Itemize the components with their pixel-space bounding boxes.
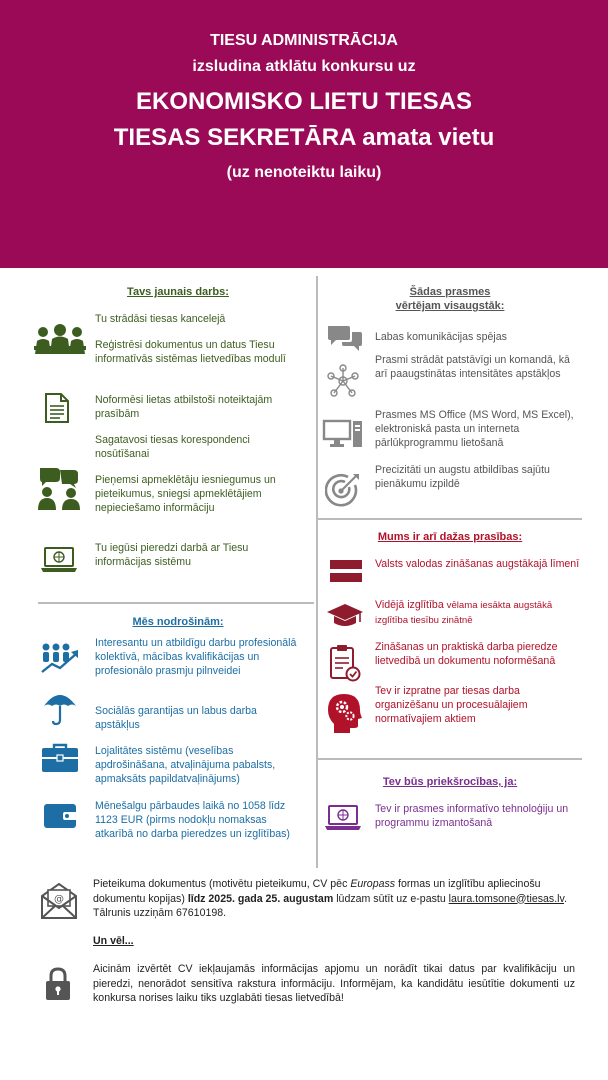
apply-email-link[interactable]: laura.tomsone@tiesas.lv xyxy=(448,892,565,905)
job-item: Noformēsi lietas atbilstoši noteiktajām prasībām xyxy=(95,394,273,420)
laptop-icon xyxy=(40,546,78,574)
more-text: Aicinām izvērtēt CV iekļaujamās informācijas apjomu un norādīt tikai datus par kvalifikāciju un pieredzi, nenorādot sensitīva rakstura informāciju. Informējam, ka kandidātu iesūtītie dokumenti uz konkursa norises laiku tiks uzglabāti tiesas lietvedībā! xyxy=(93,963,575,1004)
lock-icon xyxy=(44,966,72,1002)
skills-title-1: Šādas prasmes xyxy=(409,286,491,298)
graduation-cap-icon xyxy=(326,602,364,628)
growth-team-icon xyxy=(40,640,80,674)
network-icon xyxy=(326,364,360,398)
skill-item: Prasmi strādāt patstāvīgi un komandā, kā arī paaugstinātas intensitātes apstākļos xyxy=(375,354,570,380)
header-banner xyxy=(0,0,608,268)
team-icon xyxy=(34,324,86,356)
requirement-education: Vidējā izglītība xyxy=(375,599,444,611)
header-position: TIESAS SEKRETĀRA amata vietu xyxy=(113,124,495,151)
divider-right-1 xyxy=(318,518,582,520)
laptop-globe-icon xyxy=(324,804,362,832)
requirement-item: Valsts valodas zināšanas augstākajā līmenī xyxy=(375,558,580,570)
chat-people-icon xyxy=(36,466,82,510)
job-item: Tu iegūsi pieredzi darbā ar Tiesu informācijas sistēmu xyxy=(95,542,249,568)
speech-bubbles-icon xyxy=(326,324,364,352)
divider-right-2 xyxy=(318,758,582,760)
job-item: Sagatavosi tiesas korespondenci nosūtīšanai xyxy=(95,434,250,460)
svg-text:@: @ xyxy=(54,894,64,905)
skill-item: Prasmes MS Office (MS Word, MS Excel), elektroniskā pasta un interneta pārlūkprogrammu lietošanā xyxy=(375,409,574,449)
computer-icon xyxy=(322,418,364,450)
header-court: EKONOMISKO LIETU TIESAS xyxy=(135,88,473,115)
apply-phone: . Tālrunis uzziņām 67610198. xyxy=(93,892,567,919)
requirement-item: Zināšanas un praktiskā darba pieredze lietvedībā un dokumentu noformēšanā xyxy=(375,641,558,667)
email-envelope-icon xyxy=(40,882,78,920)
skill-item: Labas komunikācijas spējas xyxy=(375,331,507,343)
offer-item: Mēnešalgu pārbaudes laikā no 1058 līdz 1123 EUR (pirms nodokļu nomaksas atkarībā no darba pieredzes un izglītības) xyxy=(95,800,290,840)
apply-deadline: līdz 2025. gada 25. augustam xyxy=(187,892,334,905)
offer-item: Interesantu un atbildīgu darbu profesionālā kolektīvā, mācības kvalifikācijas un profesionālo prasmju pilnveidei xyxy=(95,637,297,677)
target-icon xyxy=(325,472,361,508)
document-icon xyxy=(44,392,70,424)
divider-left xyxy=(38,602,314,604)
skills-title-2: vērtējam visaugstāk: xyxy=(395,300,505,312)
apply-part: lūdzam sūtīt uz e-pastu xyxy=(333,892,449,905)
requirement-item: Tev ir izpratne par tiesas darba organizēšanu un procesuālajiem normatīvajiem aktiem xyxy=(375,685,528,725)
apply-part: formas un izglītību apliecinošu dokumentu kopijas) xyxy=(93,878,541,905)
head-gears-icon xyxy=(326,692,364,734)
offer-item: Sociālās garantijas un labus darba apstākļus xyxy=(95,705,257,731)
briefcase-icon xyxy=(41,742,79,774)
offer-title: Mēs nodrošinām: xyxy=(132,616,224,628)
header-org: TIESU ADMINISTRĀCIJA xyxy=(210,32,398,49)
job-item: Tu strādāsi tiesas kancelejā xyxy=(95,313,226,325)
umbrella-icon xyxy=(42,690,78,726)
latvian-flag-icon xyxy=(330,560,362,582)
requirements-title: Mums ir arī dažas prasības: xyxy=(377,531,523,543)
requirement-item xyxy=(375,598,580,628)
header-announce: izsludina atklātu konkursu uz xyxy=(192,58,416,75)
apply-europass: Europass xyxy=(350,878,396,890)
skill-item: Precizitāti un augstu atbildības sajūtu pienākumu izpildē xyxy=(375,464,550,490)
header-term: (uz nenoteiktu laiku) xyxy=(226,164,382,181)
job-title: Tavs jaunais darbs: xyxy=(127,286,229,298)
wallet-icon xyxy=(43,800,77,830)
checklist-icon xyxy=(329,644,361,682)
requirement-education-preferred: vēlama iesākta augstākā izglītība tiesību zinātnē xyxy=(375,600,553,626)
offer-item: Lojalitātes sistēmu (veselības apdrošināšana, atvaļinājuma pabalsts, apmaksāts papildatvaļinājums) xyxy=(95,745,276,785)
advantage-item: Tev ir prasmes informatīvo tehnoloģiju un programmu izmantošanā xyxy=(375,803,569,829)
apply-text xyxy=(93,877,575,921)
job-item: Pieņemsi apmeklētāju iesniegumus un pieteikumus, sniegsi apmeklētājiem nepieciešamo informāciju xyxy=(95,474,276,514)
more-title: Un vēl... xyxy=(93,935,134,947)
job-item: Reģistrēsi dokumentus un datus Tiesu informatīvās sistēmas lietvedības modulī xyxy=(95,339,286,365)
advantage-title: Tev būs priekšrocības, ja: xyxy=(382,776,518,788)
apply-part: Pieteikuma dokumentus (motivētu pieteikumu, CV pēc xyxy=(93,878,351,890)
